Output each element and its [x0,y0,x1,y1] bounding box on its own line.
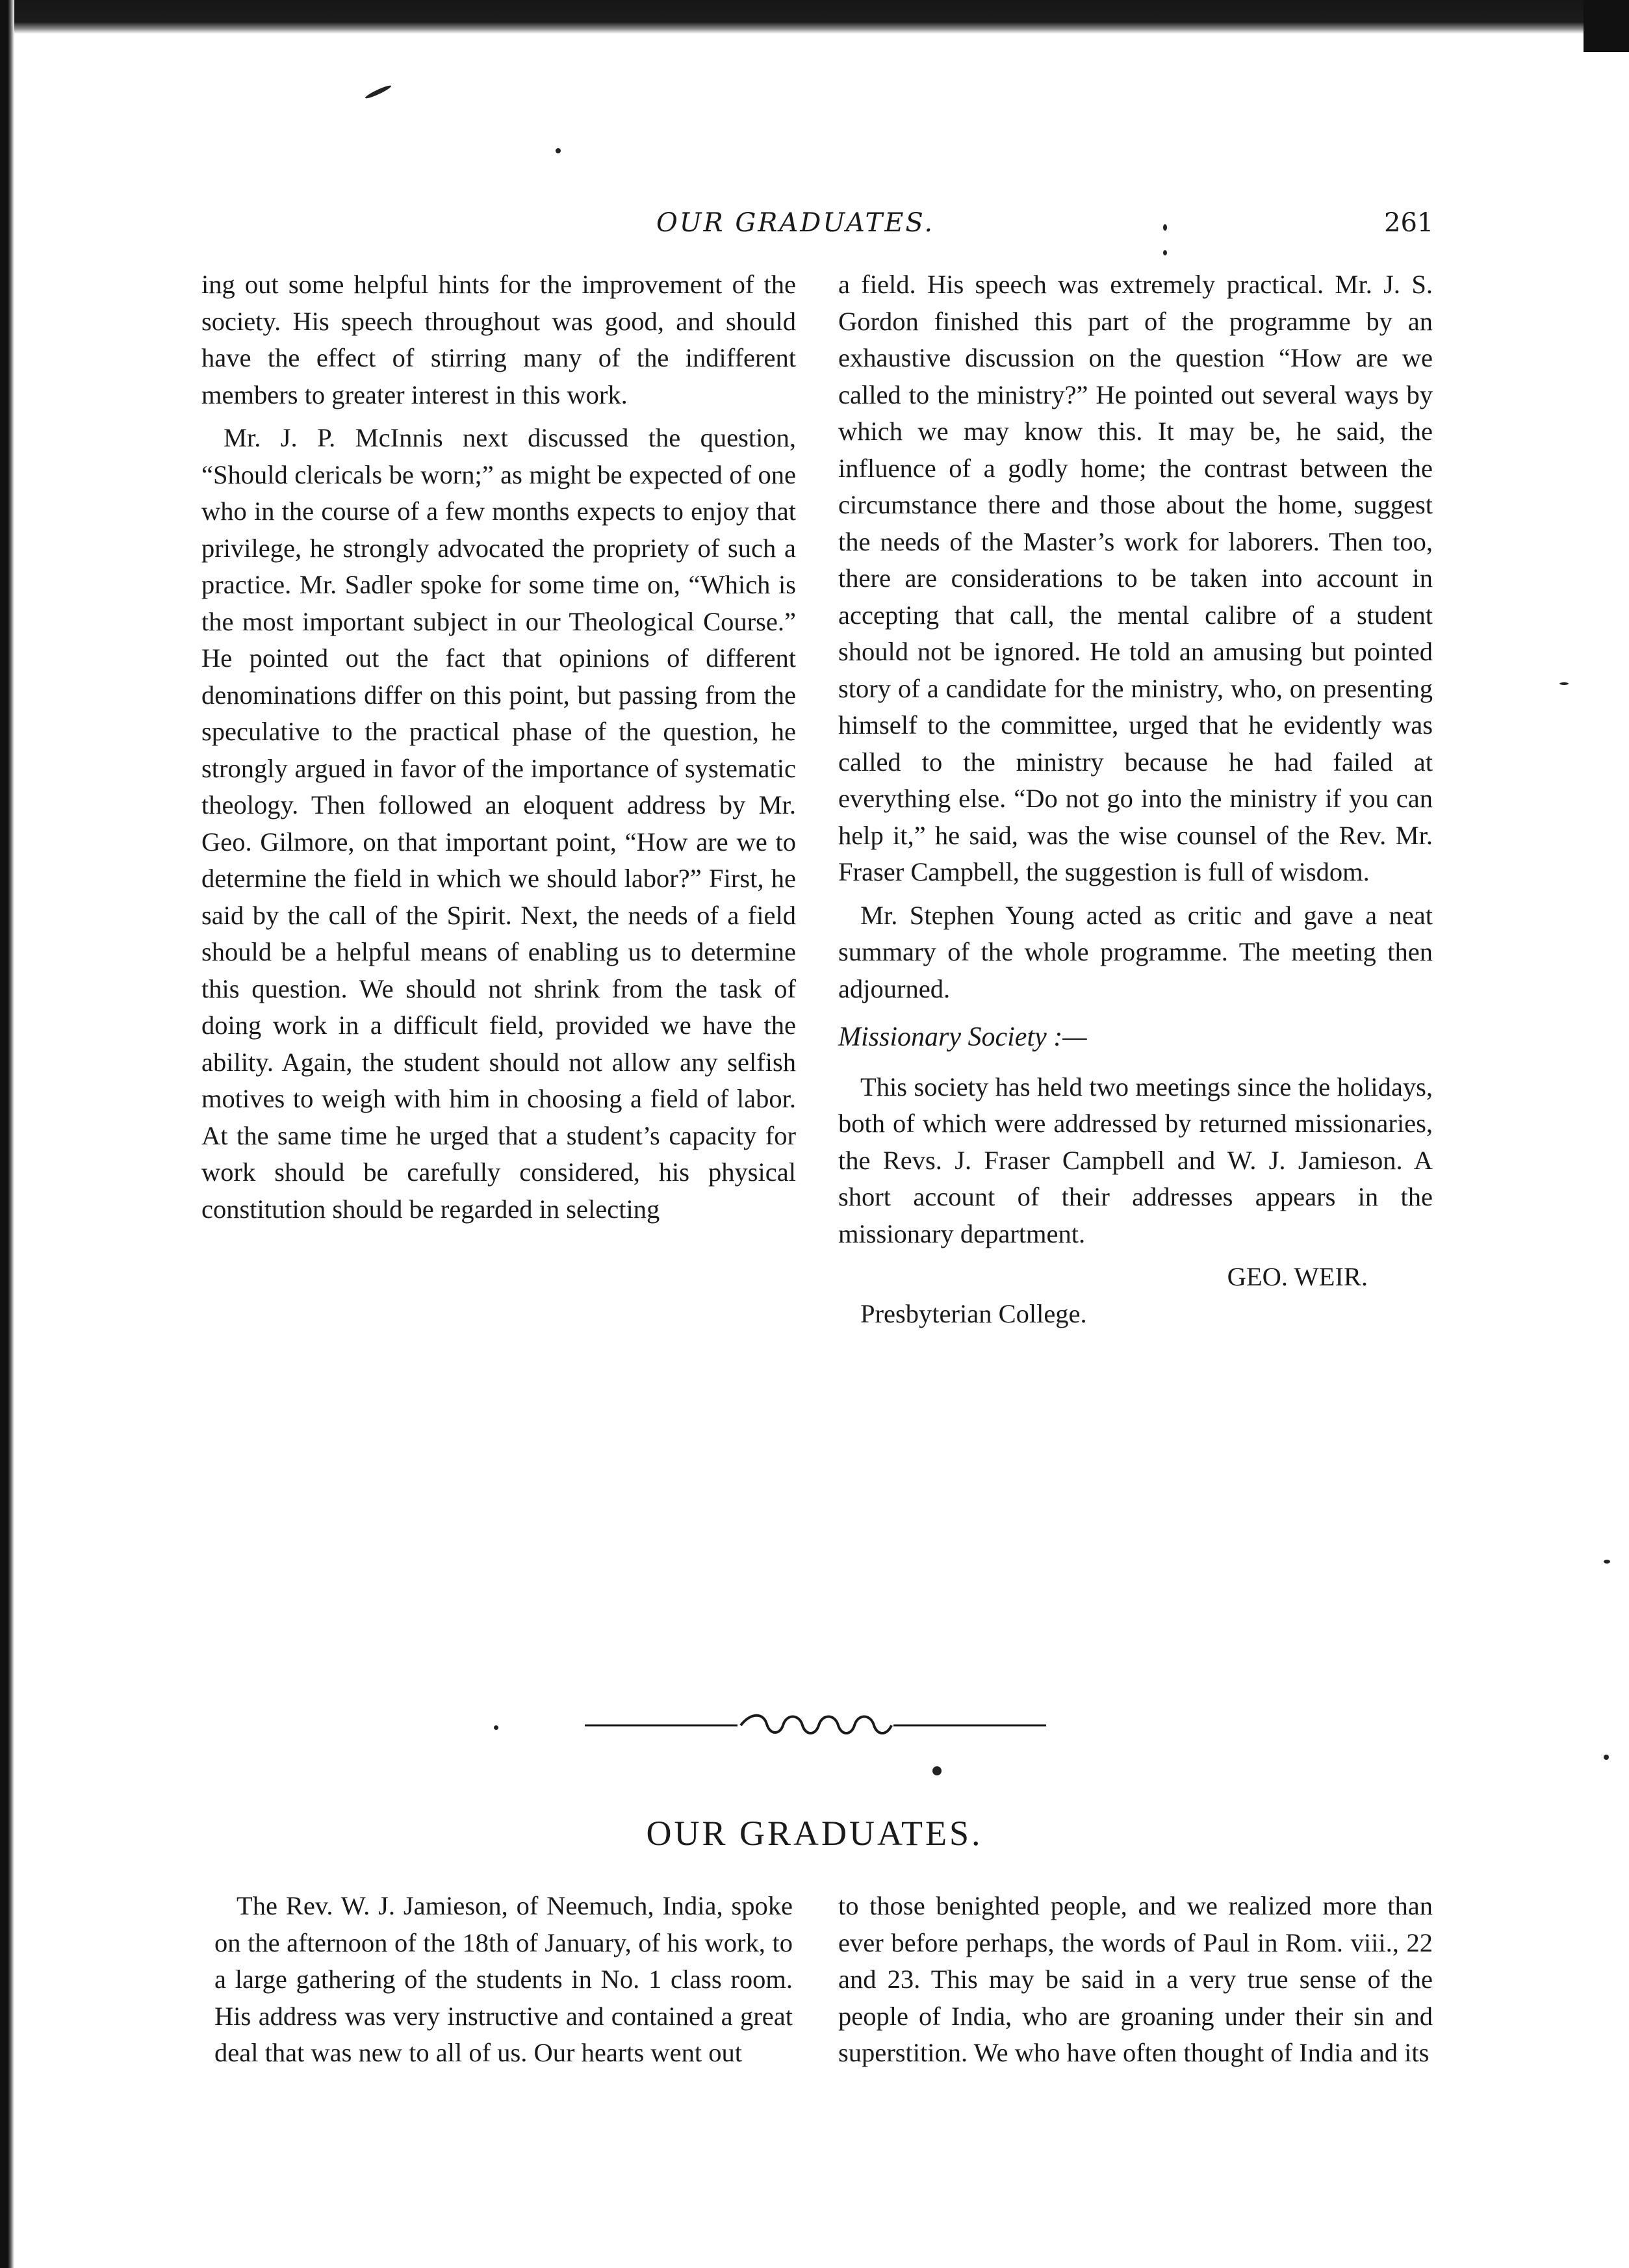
signature: GEO. WEIR. [1227,1262,1368,1291]
ornamental-divider [585,1706,1046,1745]
paragraph: This society has held two meetings since the holidays, both of which were addressed by returned missionaries, the Revs. J. Fraser Campbell and W. J. Jamieson. A short account of their addresses appears in the missionary department. [838,1072,1433,1248]
ink-mark [365,84,392,100]
ink-dot [1604,1755,1609,1760]
scan-edge-corner [1584,0,1629,52]
page-number: 261 [1384,208,1434,238]
section-heading: Missionary Society :— [838,1022,1087,1052]
paragraph: ing out some helpful hints for the improvement of the society. His speech throughout was good, and should have the effect of stirring many of the indifferent members to greater interest in this work. [201,270,796,409]
right-column-top [838,266,1433,1339]
running-head: OUR GRADUATES. [656,208,935,238]
paragraph: Mr. Stephen Young acted as critic and gave a neat summary of the whole programme. The meeting then adjourned. [838,900,1433,1003]
scan-edge-top [0,0,1629,34]
paragraph: a field. His speech was extremely practical. Mr. J. S. Gordon finished this part of the programme by an exhaustive discussion on the question “How are we called to the ministry?” He pointed out several ways by which we may know this. It may be, he said, the influence of a godly home; the contrast between the circumstance there and those about the home, suggest the needs of the Master’s work for laborers. Then too, there are considerations to be taken into account in accepting that call, the mental calibre of a student should not be ignored. He told an amusing but pointed story of a candidate for the ministry, who, on presenting himself to the committee, urged that he evidently was called to the ministry because he had failed at everything else. “Do not go into the ministry if you can help it,” he said, was the wise counsel of the Rev. Mr. Fraser Campbell, the suggestion is full of wisdom. [838,270,1433,886]
affiliation: Presbyterian College. [860,1298,1087,1328]
ink-dot [494,1725,498,1730]
ink-dot [556,148,561,153]
paragraph: to those benighted people, and we realized more than ever before perhaps, the words of Paul in Rom. viii., 22 and 23. This may be said in a very true sense of the people of India, who are groaning under their sin and superstition. We who have often thought of India and its [838,1891,1433,2067]
ink-dot [1604,1560,1610,1564]
ink-dot [932,1766,942,1775]
paragraph: The Rev. W. J. Jamieson, of Neemuch, India, spoke on the afternoon of the 18th of January, of his work, to a large gathering of the students in No. 1 class room. His address was very instructive and contained a great deal that was new to all of us. Our hearts went out [214,1891,793,2067]
paragraph: Mr. J. P. McInnis next discussed the question, “Should clericals be worn;” as might be expected of one who in the course of a few months expects to enjoy that privilege, he strongly advocated the propriety of such a practice. Mr. Sadler spoke for some time on, “Which is the most important subject in our Theological Course.” He pointed out the fact that opinions of different denominations differ on this point, but passing from the speculative to the practical phase of the question, he strongly argued in favor of the importance of systematic theology. Then followed an eloquent address by Mr. Geo. Gilmore, on that important point, “How are we to determine the field in which we should labor?” First, he said by the call of the Spirit. Next, the needs of a field should be a helpful means of enabling us to determine this question. We should not shrink from the task of doing work in a difficult field, provided we have the ability. Again, the student should not allow any selfish motives to weigh with him in choosing a field of labor. At the same time he urged that a student’s capacity for work should be carefully considered, his physical constitution should be regarded in selecting [201,423,796,1224]
signature-line [838,1259,1433,1296]
ink-dot [1163,250,1167,255]
left-column-bottom [214,1888,793,2078]
section-title: OUR GRADUATES. [646,1814,983,1853]
ink-dot [1163,224,1167,231]
right-column-bottom [838,1888,1433,2078]
ink-dot [1559,682,1569,685]
left-column-top [201,266,796,1234]
scan-edge-left [0,0,14,2268]
